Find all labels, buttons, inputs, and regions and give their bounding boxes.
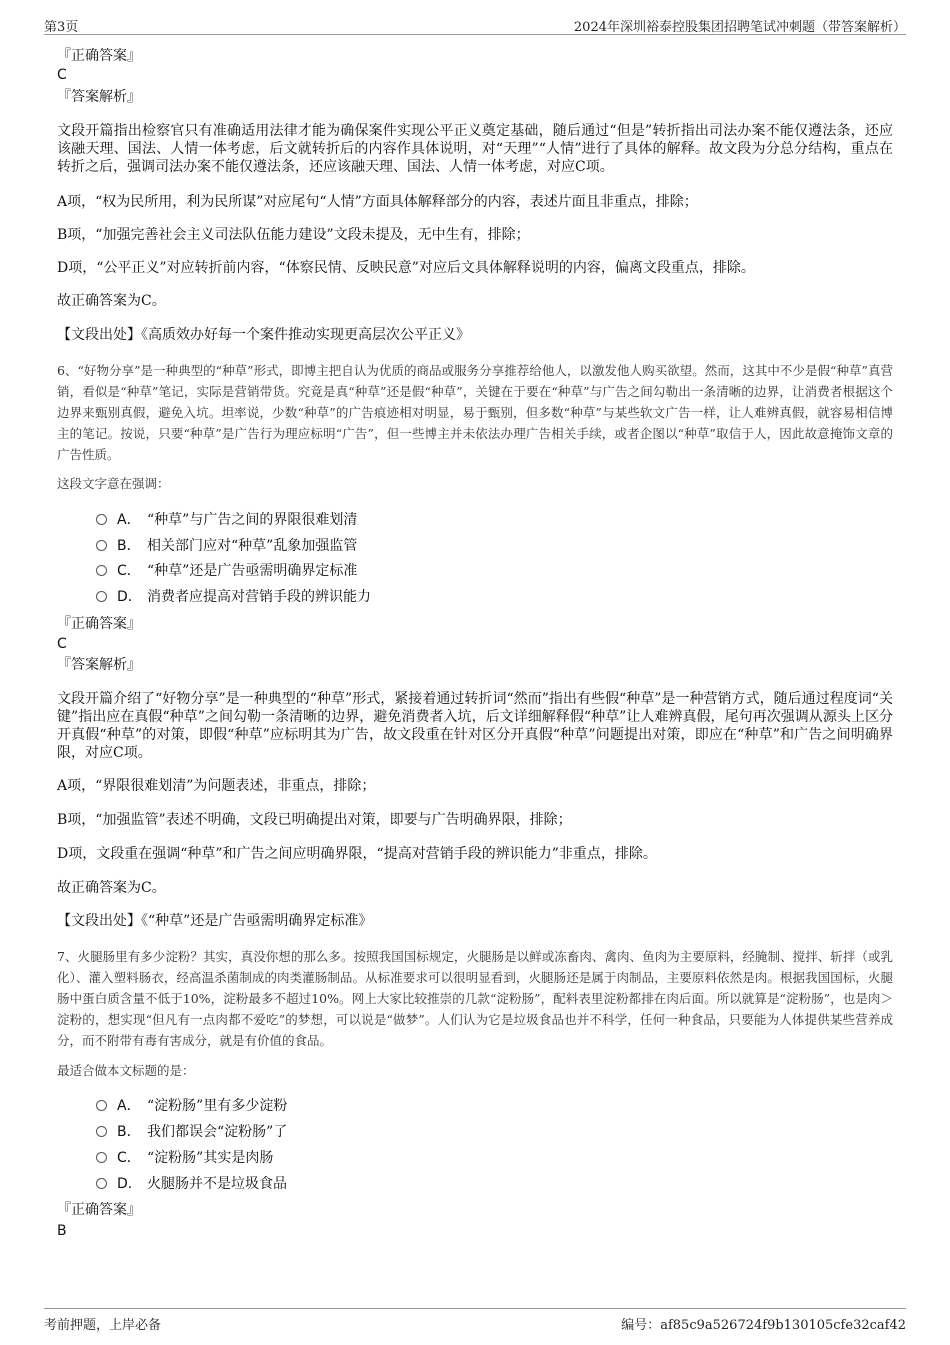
radio-icon[interactable] <box>96 1126 107 1137</box>
source-citation: 【文段出处】《“种草”还是广告亟需明确界定标准》 <box>57 913 373 929</box>
analysis-paragraph: D项，“公平正义”对应转折前内容，“体察民情、反映民意”对应后文具体解释说明的内容，偏离文段重点，排除。 <box>57 260 755 276</box>
question-7-option-a[interactable]: A． “淀粉肠”里有多少淀粉 <box>96 1096 287 1116</box>
analysis-paragraph: B项，“加强完善社会主义司法队伍能力建设”文段未提及，无中生有，排除； <box>57 227 530 243</box>
question-6-option-c[interactable]: C． “种草”还是广告亟需明确界定标准 <box>96 561 357 581</box>
radio-icon[interactable] <box>96 540 107 551</box>
analysis-label: 『答案解析』 <box>57 89 141 105</box>
question-6-text: 6、“好物分享”是一种典型的“种草”形式，即博主把自认为优质的商品或服务分享推荐给他人，以激发他人购买欲望。然而，这其中不少是假“种草”真营销，看似是“种草”笔记，实际是营销带货。究竟是真“种草”还是假“种草”，关键在于要在“种草”与广告之间勾勒出一条清晰的边界，让消费者根据这个边界来甄别真假，避免入坑。坦率说，少数“种草”的广告痕迹相对明显，易于甄别，但多数“种草”与某些软文广告一样，让人难辨真假，就容易相信博主的笔记。按说，只要“种草”是广告行为理应标明“广告”，但一些博主并未依法办理广告相关手续，或者企图以“种草”取信于人，因此故意掩饰文章的广告性质。 <box>57 363 893 462</box>
analysis-label: 『答案解析』 <box>57 657 141 673</box>
correct-answer-value: B <box>57 1223 67 1239</box>
correct-answer-label: 『正确答案』 <box>57 1202 141 1218</box>
radio-icon[interactable] <box>96 565 107 576</box>
analysis-conclusion: 故正确答案为C。 <box>57 293 166 309</box>
question-7-option-b[interactable]: B． 我们都误会“淀粉肠”了 <box>96 1122 287 1142</box>
question-6-prompt: 这段文字意在强调： <box>57 476 170 491</box>
question-7-option-c[interactable]: C． “淀粉肠”其实是肉肠 <box>96 1148 273 1168</box>
analysis-paragraph: 文段开篇指出检察官只有准确适用法律才能为确保案件实现公平正义奠定基础，随后通过“但是”转折指出司法办案不能仅遵法条，还应该融天理、国法、人情一体考虑，后文就转折后的内容作具体说明，对“天理”“人情”进行了具体的解释。故文段为分总分结构，重点在转折之后，强调司法办案不能仅遵法条，还应该融天理、国法、人情一体考虑，对应C项。 <box>57 123 893 175</box>
question-7-text: 7、火腿肠里有多少淀粉？其实，真没你想的那么多。按照我国国标规定，火腿肠是以鲜或冻畜肉、禽肉、鱼肉为主要原料，经腌制、搅拌、斩拌（或乳化）、灌入塑料肠衣，经高温杀菌制成的肉类灌肠制品。从标准要求可以很明显看到，火腿肠还是属于肉制品，主要原料依然是肉。根据我国国标，火腿肠中蛋白质含量不低于10%，淀粉最多不超过10%。网上大家比较推崇的几款“淀粉肠”，配料表里淀粉都排在肉后面。所以就算是“淀粉肠”，也是肉＞淀粉的，想实现“但凡有一点肉都不爱吃”的梦想，可以说是“做梦”。人们认为它是垃圾食品也并不科学，任何一种食品，只要能为人体提供某些营养成分，而不附带有毒有害成分，就是有价值的食品。 <box>57 949 893 1048</box>
correct-answer-label: 『正确答案』 <box>57 616 141 632</box>
analysis-paragraph: 文段开篇介绍了“好物分享”是一种典型的“种草”形式，紧接着通过转折词“然而”指出有些假“种草”是一种营销方式，随后通过程度词“关键”指出应在真假“种草”之间勾勒一条清晰的边界，避免消费者入坑，后文详细解释假“种草”让人难辨真假，尾句再次强调从源头上区分开真假“种草”的对策，即假“种草”应标明其为广告，故文段重在针对区分开真假“种草”问题提出对策，即应在“种草”和广告之间明确界限，对应C项。 <box>57 691 893 761</box>
question-7-option-d[interactable]: D． 火腿肠并不是垃圾食品 <box>96 1174 287 1194</box>
radio-icon[interactable] <box>96 1152 107 1163</box>
footer-slogan: 考前押题，上岸必备 <box>44 1318 162 1333</box>
radio-icon[interactable] <box>96 1178 107 1189</box>
radio-icon[interactable] <box>96 514 107 525</box>
question-6-option-b[interactable]: B． 相关部门应对“种草”乱象加强监管 <box>96 536 357 556</box>
question-6-option-d[interactable]: D． 消费者应提高对营销手段的辨识能力 <box>96 587 371 607</box>
page-number: 第3页 <box>44 20 79 35</box>
page-footer <box>44 1308 906 1335</box>
source-citation: 【文段出处】《高质效办好每一个案件推动实现更高层次公平正义》 <box>57 327 470 343</box>
document-id: 编号：af85c9a526724f9b130105cfe32caf42 <box>621 1318 906 1333</box>
document-title: 2024年深圳裕泰控股集团招聘笔试冲刺题（带答案解析） <box>573 20 906 35</box>
radio-icon[interactable] <box>96 1100 107 1111</box>
analysis-conclusion: 故正确答案为C。 <box>57 880 166 896</box>
question-6-option-a[interactable]: A． “种草”与广告之间的界限很难划清 <box>96 510 357 530</box>
analysis-paragraph: A项，“权为民所用，利为民所谋”对应尾句“人情”方面具体解释部分的内容，表述片面且非重点，排除； <box>57 194 698 210</box>
analysis-paragraph: B项，“加强监管”表述不明确，文段已明确提出对策，即要与广告明确界限，排除； <box>57 812 572 828</box>
correct-answer-value: C <box>57 67 67 83</box>
correct-answer-value: C <box>57 636 67 652</box>
analysis-paragraph: A项，“界限很难划清”为问题表述，非重点，排除； <box>57 778 376 794</box>
analysis-paragraph: D项，文段重在强调“种草”和广告之间应明确界限，“提高对营销手段的辨识能力”非重点，排除。 <box>57 846 657 862</box>
radio-icon[interactable] <box>96 591 107 602</box>
question-7-prompt: 最适合做本文标题的是： <box>57 1063 195 1078</box>
page-header <box>44 14 906 35</box>
correct-answer-label: 『正确答案』 <box>57 48 141 64</box>
